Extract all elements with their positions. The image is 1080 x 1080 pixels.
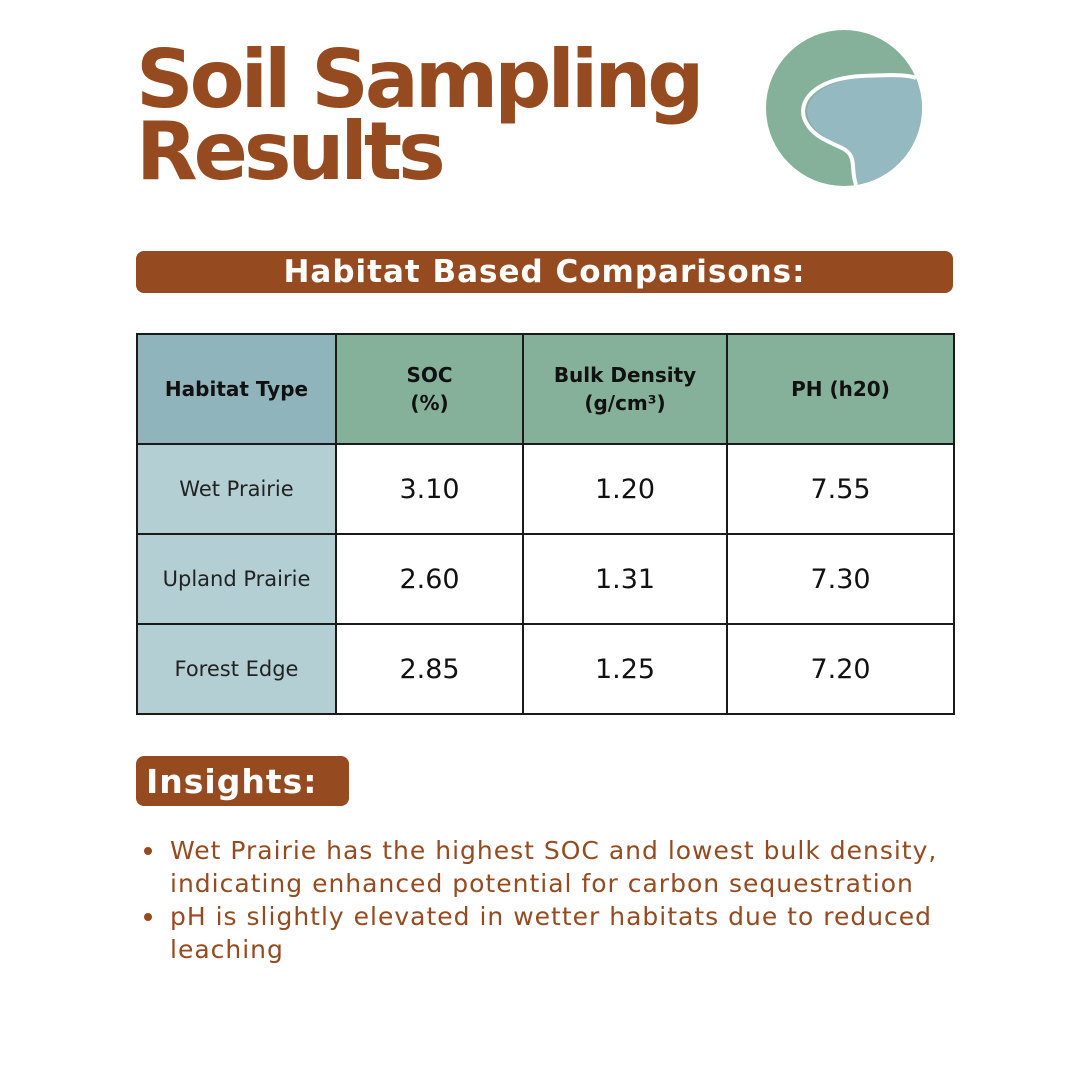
insights-list bbox=[144, 834, 944, 966]
bulk-density-cell: 1.20 bbox=[523, 444, 727, 534]
insight-text: pH is slightly elevated in wetter habitats due to reduced leaching bbox=[170, 902, 933, 964]
habitat-type-cell: Forest Edge bbox=[137, 624, 336, 714]
bullet-icon bbox=[144, 913, 152, 921]
soc-cell: 3.10 bbox=[336, 444, 523, 534]
table-row bbox=[137, 444, 954, 534]
habitat-comparisons-banner bbox=[136, 251, 953, 293]
table-row bbox=[137, 534, 954, 624]
column-header-bulk-density: Bulk Density (g/cm³) bbox=[523, 334, 727, 444]
river-s-logo-icon bbox=[764, 28, 924, 188]
insights-title: Insights: bbox=[146, 761, 318, 801]
bulk-density-cell: 1.31 bbox=[523, 534, 727, 624]
soc-cell: 2.60 bbox=[336, 534, 523, 624]
bullet-icon bbox=[144, 847, 152, 855]
bulk-density-cell: 1.25 bbox=[523, 624, 727, 714]
table-row bbox=[137, 624, 954, 714]
insight-text: Wet Prairie has the highest SOC and lowest bulk density, indicating enhanced potential for carbon sequestration bbox=[170, 836, 938, 898]
column-header-habitat-type: Habitat Type bbox=[137, 334, 336, 444]
page-title bbox=[136, 33, 701, 198]
insights-banner bbox=[136, 756, 349, 806]
section-title: Habitat Based Comparisons: bbox=[283, 254, 806, 290]
title-line-2: Results bbox=[136, 105, 442, 198]
ph-cell: 7.20 bbox=[727, 624, 954, 714]
ph-cell: 7.55 bbox=[727, 444, 954, 534]
habitat-type-cell: Upland Prairie bbox=[137, 534, 336, 624]
ph-cell: 7.30 bbox=[727, 534, 954, 624]
soc-cell: 2.85 bbox=[336, 624, 523, 714]
table-header-row bbox=[137, 334, 954, 444]
habitat-type-cell: Wet Prairie bbox=[137, 444, 336, 534]
column-header-soc: SOC (%) bbox=[336, 334, 523, 444]
habitat-comparison-table bbox=[136, 333, 955, 715]
list-item bbox=[144, 900, 944, 966]
title-line-1: Soil Sampling bbox=[136, 33, 701, 126]
list-item bbox=[144, 834, 944, 900]
column-header-ph: PH (h20) bbox=[727, 334, 954, 444]
